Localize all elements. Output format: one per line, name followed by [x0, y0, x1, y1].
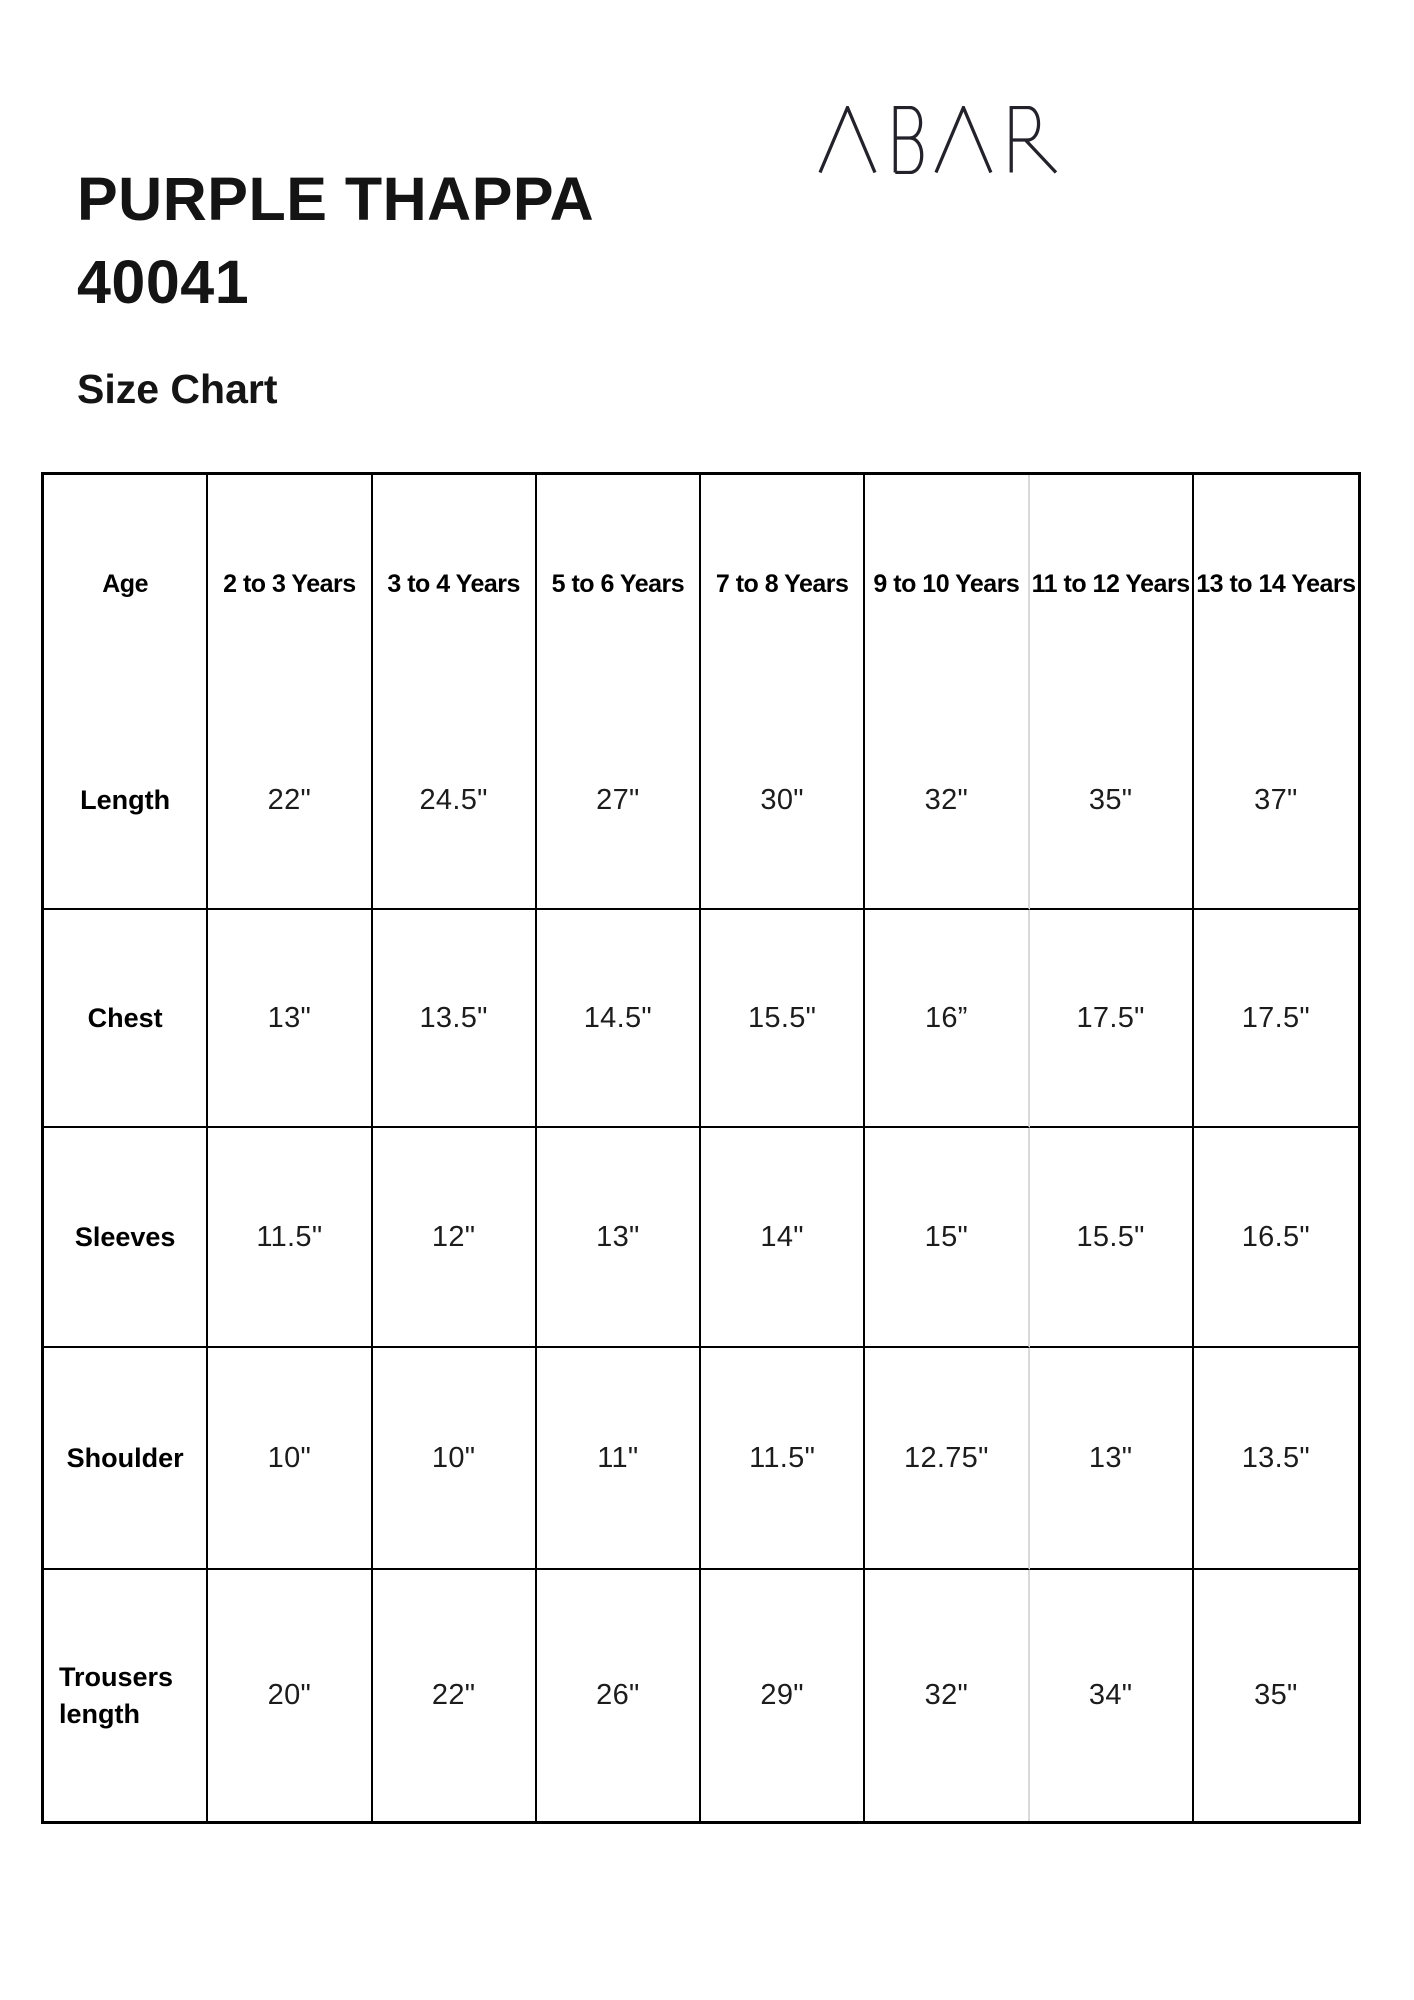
cell-trousers-2: 26" [537, 1570, 701, 1821]
cell-shoulder-4: 12.75" [865, 1348, 1029, 1570]
cell-shoulder-0: 10" [208, 1348, 372, 1570]
column-header-age: Age [44, 475, 208, 693]
column-header-13-14-years: 13 to 14 Years [1196, 569, 1356, 598]
cell-sleeves-3: 14" [701, 1128, 865, 1348]
cell-sleeves-0: 11.5" [208, 1128, 372, 1348]
cell-sleeves-6: 16.5" [1194, 1128, 1358, 1348]
cell-shoulder-2: 11" [537, 1348, 701, 1570]
cell-trousers-0: 20" [208, 1570, 372, 1821]
cell-chest-4: 16” [865, 910, 1029, 1128]
table-header-row [44, 475, 1358, 693]
cell-chest-3: 15.5" [701, 910, 865, 1128]
cell-length-3: 30" [701, 693, 865, 910]
cell-length-2: 27" [537, 693, 701, 910]
column-header-11-12-years: 11 to 12 Years [1030, 475, 1194, 693]
product-code: 40041 [77, 248, 250, 316]
row-label-shoulder: Shoulder [44, 1348, 208, 1570]
abar-logo-text [818, 174, 819, 175]
cell-trousers-4: 32" [865, 1570, 1029, 1821]
cell-length-1: 24.5" [373, 693, 537, 910]
cell-trousers-1: 22" [373, 1570, 537, 1821]
size-chart-table [41, 472, 1361, 1824]
table-row-length [44, 693, 1358, 910]
cell-length-0: 22" [208, 693, 372, 910]
column-header-7-8-years: 7 to 8 Years [701, 475, 865, 693]
table-row-sleeves [44, 1128, 1358, 1348]
cell-shoulder-5: 13" [1030, 1348, 1194, 1570]
cell-chest-5: 17.5" [1030, 910, 1194, 1128]
row-label-length: Length [44, 693, 208, 910]
cell-shoulder-3: 11.5" [701, 1348, 865, 1570]
abar-logo [818, 106, 1058, 174]
table-row-trousers-length [44, 1570, 1358, 1821]
row-label-trousers-length: Trousers length [44, 1570, 208, 1821]
cell-chest-0: 13" [208, 910, 372, 1128]
cell-chest-6: 17.5" [1194, 910, 1358, 1128]
size-chart-heading: Size Chart [77, 366, 278, 412]
cell-sleeves-4: 15" [865, 1128, 1029, 1348]
cell-length-5: 35" [1030, 693, 1194, 910]
row-label-chest: Chest [44, 910, 208, 1128]
column-header-9-10-years: 9 to 10 Years [865, 475, 1029, 693]
cell-chest-1: 13.5" [373, 910, 537, 1128]
column-header-3-4-years: 3 to 4 Years [373, 475, 537, 693]
column-header-2-3-years: 2 to 3 Years [208, 475, 372, 693]
cell-trousers-6: 35" [1254, 1679, 1298, 1711]
product-title [77, 158, 594, 324]
cell-trousers-3: 29" [701, 1570, 865, 1821]
column-header-5-6-years: 5 to 6 Years [537, 475, 701, 693]
cell-trousers-5: 34" [1030, 1570, 1194, 1821]
cell-length-6: 37" [1194, 693, 1358, 910]
cell-shoulder-6: 13.5" [1194, 1348, 1358, 1570]
product-name: PURPLE THAPPA [77, 165, 595, 233]
cell-sleeves-5: 15.5" [1030, 1128, 1194, 1348]
table-row-shoulder [44, 1348, 1358, 1570]
row-label-sleeves: Sleeves [44, 1128, 208, 1348]
cell-chest-2: 14.5" [537, 910, 701, 1128]
table-row-chest [44, 910, 1358, 1128]
cell-sleeves-1: 12" [373, 1128, 537, 1348]
cell-sleeves-2: 13" [537, 1128, 701, 1348]
cell-shoulder-1: 10" [373, 1348, 537, 1570]
abar-logo-image [818, 106, 1058, 174]
cell-length-4: 32" [865, 693, 1029, 910]
